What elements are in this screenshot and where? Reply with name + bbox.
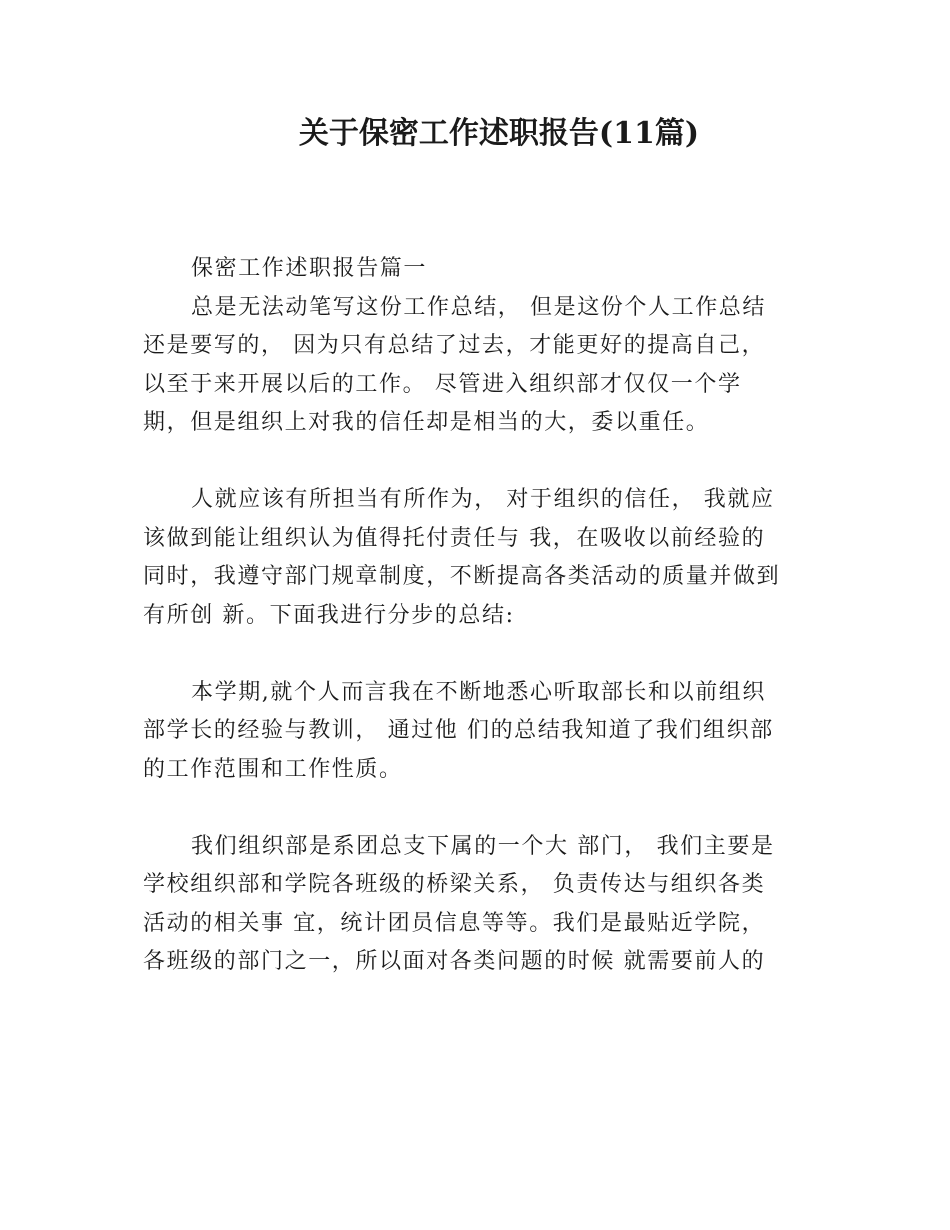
- section-heading: 保密工作述职报告篇一: [191, 256, 428, 281]
- paragraph-line: 学校组织部和学院各班级的桥梁关系， 负责传达与组织各类: [143, 872, 766, 897]
- paragraph-line: 人就应该有所担当有所作为， 对于组织的信任， 我就应: [191, 487, 775, 512]
- paragraph-line: 本学期,就个人而言我在不断地悉心听取部长和以前组织: [191, 679, 766, 705]
- paragraph-line: 活动的相关事 宜，统计团员信息等等。我们是最贴近学院，: [143, 910, 766, 936]
- document-title: 关于保密工作述职报告(11篇): [298, 116, 700, 151]
- paragraph-line: 我们组织部是系团总支下属的一个大 部门， 我们主要是: [191, 833, 775, 859]
- paragraph-1: [143, 289, 818, 443]
- paragraph-line: 同时，我遵守部门规章制度，不断提高各类活动的质量并做到: [143, 564, 781, 589]
- paragraph-line: 以至于来开展以后的工作。 尽管进入组织部才仅仅一个学: [143, 371, 742, 397]
- paragraph-2: [143, 481, 818, 635]
- paragraph-4: [143, 828, 818, 982]
- paragraph-spacer: [143, 443, 818, 482]
- paragraph-line: 期，但是组织上对我的信任却是相当的大，委以重任。: [143, 410, 710, 435]
- paragraph-3: [143, 674, 818, 790]
- paragraph-line: 各班级的部门之一，所以面对各类问题的时候 就需要前人的: [143, 949, 766, 974]
- paragraph-line: 该做到能让组织认为值得托付责任与 我，在吸收以前经验的: [143, 525, 766, 551]
- document-body: [143, 250, 818, 982]
- paragraph-line: 还是要写的， 因为只有总结了过去，才能更好的提高自己，: [143, 333, 766, 358]
- paragraph-line: 总是无法动笔写这份工作总结， 但是这份个人工作总结: [191, 294, 766, 320]
- paragraph-line: 的工作范围和工作性质。: [143, 756, 403, 782]
- paragraph-spacer: [143, 635, 818, 674]
- paragraph-spacer: [143, 789, 818, 828]
- paragraph-line: 部学长的经验与教训， 通过他 们的总结我知道了我们组织部: [143, 718, 774, 743]
- paragraph-line: 有所创 新。下面我进行分步的总结:: [143, 602, 515, 628]
